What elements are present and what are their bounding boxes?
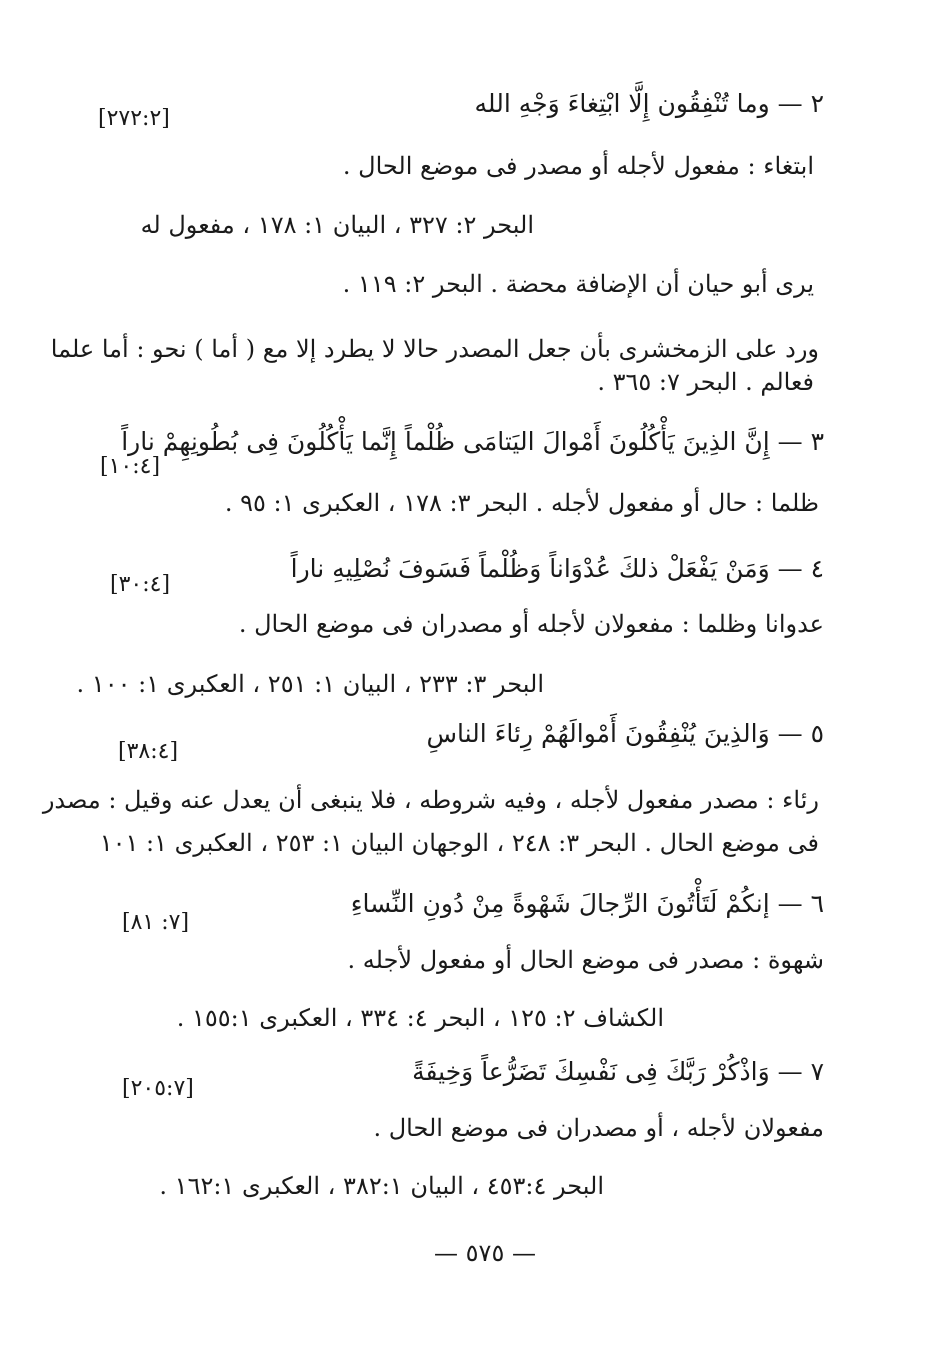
- verse-reference: [٣٨:٤]: [118, 739, 179, 764]
- note-line: البحر ٢: ٣٢٧ ، البيان ١: ١٧٨ ، مفعول له: [140, 211, 534, 239]
- verse-text: ٢ — وما تُنْفِقُون إِلَّا ابْتِغاءَ وَجْهِ الله: [474, 89, 824, 118]
- note-line: عدوانا وظلما : مفعولان لأجله أو مصدران فى موضع الحال .: [238, 610, 824, 638]
- note-line: ابتغاء : مفعول لأجله أو مصدر فى موضع الحال .: [342, 152, 814, 180]
- verse-text: ٣ — إِنَّ الذِينَ يَأْكُلُونَ أَمْوالَ اليَتامَى ظُلْماً إِنَّما يَأْكُلُونَ فِى بُطُونِهِمْ ناراً: [121, 427, 824, 456]
- verse-reference: [٢٧٢:٢]: [98, 106, 170, 131]
- note-line: ورد على الزمخشرى بأن جعل المصدر حالا لا يطرد إلا مع ( أما ) نحو : أما علما: [50, 335, 819, 363]
- note-line: البحر ٤٥٣:٤ ، البيان ٣٨٢:١ ، العكبرى ١٦٢:١ .: [159, 1172, 604, 1200]
- note-line: الكشاف ٢: ١٢٥ ، البحر ٤: ٣٣٤ ، العكبرى ١٥٥:١ .: [176, 1004, 664, 1032]
- verse-text: ٥ — وَالذِينَ يُنْفِقُونَ أَمْوالَهُمْ رِئاءَ الناسِ: [426, 719, 824, 748]
- verse-text: ٤ — وَمَنْ يَفْعَلْ ذلكَ عُدْوَاناً وَظُلْماً فَسَوفَ نُصْلِيهِ ناراً: [290, 554, 824, 583]
- verse-reference: [٢٠٥:٧]: [122, 1076, 194, 1101]
- note-line: مفعولان لأجله ، أو مصدران فى موضع الحال .: [373, 1114, 824, 1142]
- note-line: فعالم . البحر ٧: ٣٦٥ .: [597, 368, 814, 396]
- verse-text: ٧ — وَاذْكُرْ رَبَّكَ فِى نَفْسِكَ تَضَرُّعاً وَخِيفَةً: [412, 1057, 824, 1086]
- verse-text: ٦ — إنكُمْ لَتَأْتُونَ الرِّجالَ شَهْوةً مِنْ دُونِ النِّساءِ: [350, 889, 824, 918]
- note-line: شهوة : مصدر فى موضع الحال أو مفعول لأجله .: [347, 946, 824, 974]
- note-line: يرى أبو حيان أن الإضافة محضة . البحر ٢: ١١٩ .: [342, 270, 814, 298]
- verse-reference: [٣٠:٤]: [110, 572, 171, 597]
- note-line: فى موضع الحال . البحر ٣: ٢٤٨ ، الوجهان البيان ١: ٢٥٣ ، العكبرى ١: ١٠١: [99, 829, 819, 857]
- verse-reference: [٧: ٨١]: [122, 910, 190, 935]
- verse-reference: [١٠:٤]: [100, 454, 161, 479]
- note-line: ظلما : حال أو مفعول لأجله . البحر ٣: ١٧٨ ، العكبرى ١: ٩٥ .: [224, 489, 819, 517]
- note-line: البحر ٣: ٢٣٣ ، البيان ١: ٢٥١ ، العكبرى ١: ١٠٠ .: [76, 670, 544, 698]
- page-number: — ٥٧٥ —: [434, 1239, 536, 1267]
- note-line: رئاء : مصدر مفعول لأجله ، وفيه شروطه ، فلا ينبغى أن يعدل عنه وقيل : مصدر: [42, 786, 819, 814]
